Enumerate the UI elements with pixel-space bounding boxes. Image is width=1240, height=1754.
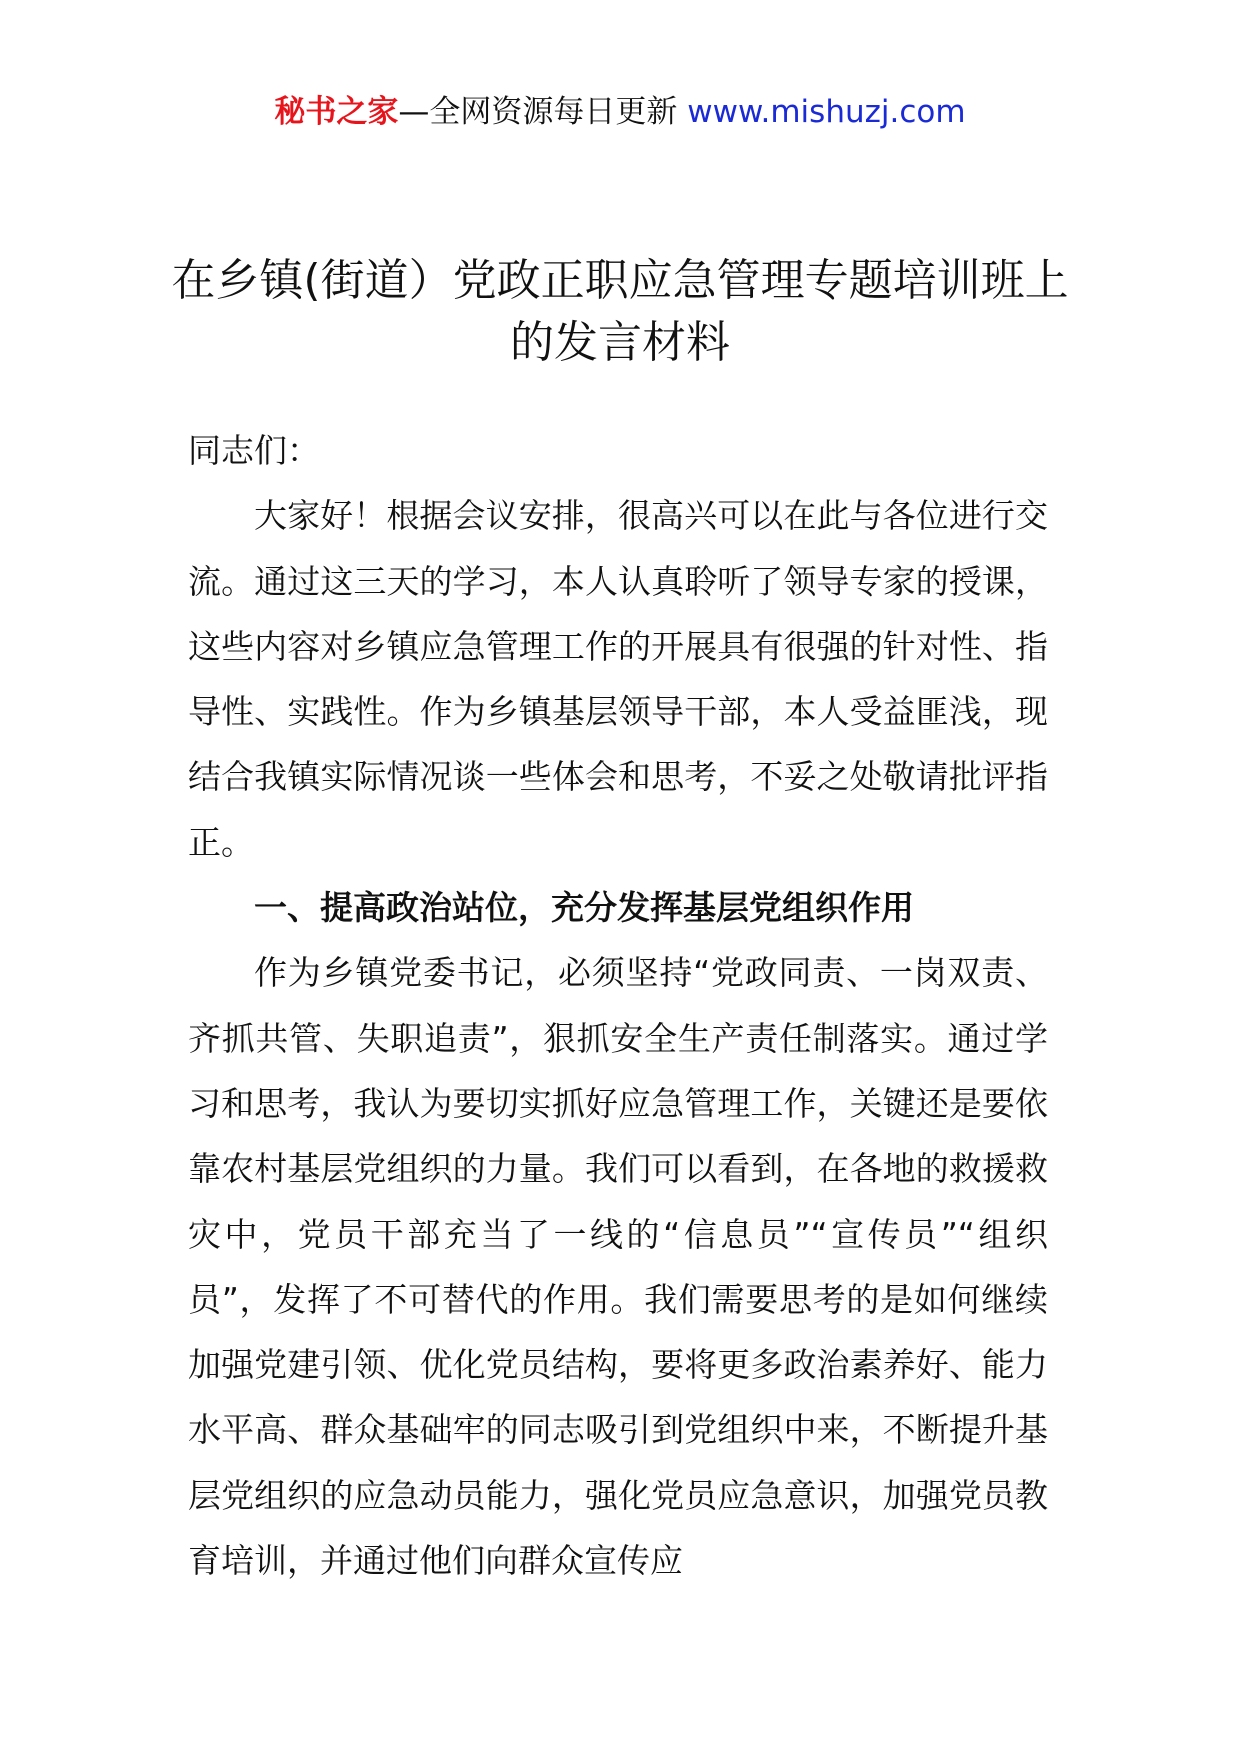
site-tagline: —全网资源每日更新 xyxy=(398,94,688,130)
section-heading: 一、提高政治站位，充分发挥基层党组织作用 xyxy=(254,888,914,928)
intro-paragraph: 大家好！根据会议安排，很高兴可以在此与各位进行交流。通过这三天的学习，本人认真聆听了领导专家的授课，这些内容对乡镇应急管理工作的开展具有很强的针对性、指导性、实践性。作为乡镇基层领导干部，本人受益匪浅，现结合我镇实际情况谈一些体会和思考，不妥之处敬请批评指正。 xyxy=(188,496,1048,862)
site-brand: 秘书之家 xyxy=(274,94,399,130)
section-paragraph: 作为乡镇党委书记，必须坚持“党政同责、一岗双责、齐抓共管、失职追责”，狠抓安全生产责任制落实。通过学习和思考，我认为要切实抓好应急管理工作，关键还是要依靠农村基层党组织的力量。我们可以看到，在各地的救援救灾中，党员干部充当了一线的“信息员”“宣传员”“组织员”，发挥了不可替代的作用。我们需要思考的是如何继续加强党建引领、优化党员结构，要将更多政治素养好、能力水平高、群众基础牢的同志吸引到党组织中来，不断提升基层党组织的应急动员能力，强化党员应急意识，加强党员教育培训，并通过他们向群众宣传应 xyxy=(188,953,1048,1581)
site-url-link[interactable]: www.mishuzj.com xyxy=(687,94,966,130)
site-banner xyxy=(0,92,1240,132)
salutation: 同志们： xyxy=(188,431,320,470)
document-body xyxy=(188,418,1048,1593)
document-title: 在乡镇(街道）党政正职应急管理专题培训班上的发言材料 xyxy=(171,255,1069,368)
